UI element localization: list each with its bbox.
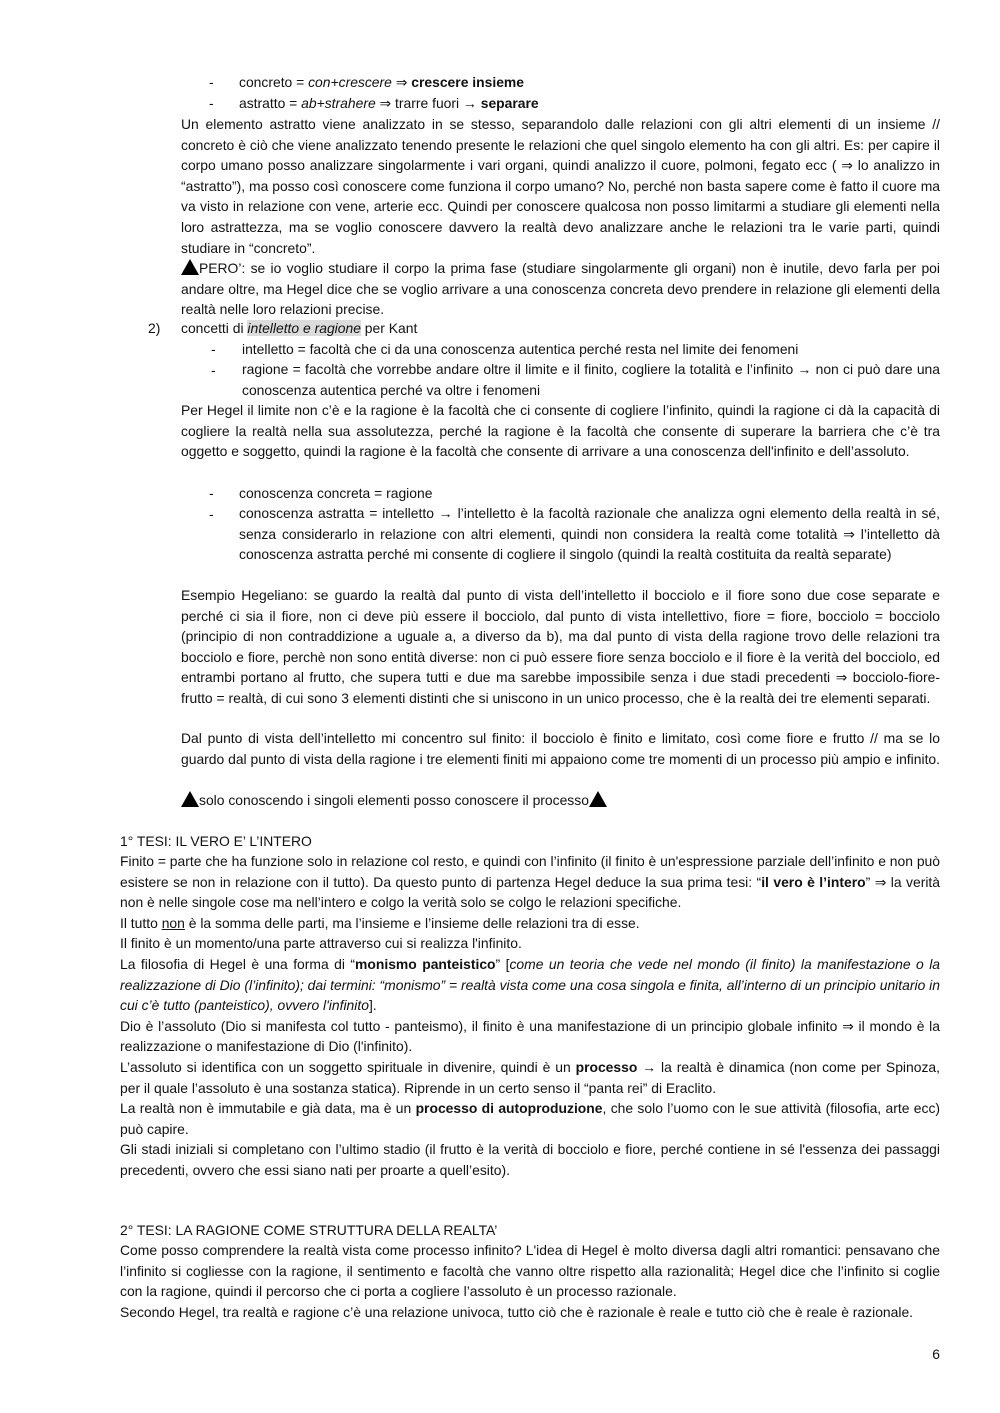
text: per Kant	[360, 320, 418, 336]
text-bold: processo di autoproduzione	[415, 1100, 603, 1117]
list-dash: -	[209, 74, 214, 90]
text: Il tutto	[120, 914, 162, 931]
list-dash: -	[209, 485, 214, 501]
list-dash: -	[209, 95, 214, 111]
highlighted-text: intelletto e ragione	[247, 320, 361, 336]
warning-triangle-icon	[589, 791, 607, 807]
warning-triangle-icon	[181, 791, 199, 807]
paragraph-esempio: Esempio Hegeliano: se guardo la realtà dal punto di vista dell’intelletto il bocciolo e il fiore sono due cose separate e perché ci sia il fiore, non ci deve più essere il bocciolo, dal punto di vista intellettivo, fiore = fiore, bocciolo = bocciolo (principio di non contraddizione a uguale a, a diverso da b), ma dal punto di vista della ragione trovo delle relazioni tra bocciolo e fiore, perchè non sono entità diverse: non ci può essere fiore senza bocciolo e il fiore è la verità del bocciolo, ed entrambi portano al frutto, che supera tutti e due ma sarebbe impossibile senza i due stadi precedenti ⇒ bocciolo-fiore-frutto = realtà, di cui sono 3 elementi distinti che si uniscono in un unico processo, che è la realtà dei tre elementi separati.	[181, 587, 940, 706]
text: solo conoscendo i singoli elementi posso conoscere il processo	[199, 792, 589, 808]
list-item-concetti	[181, 318, 417, 339]
text: concreto =	[239, 74, 309, 90]
text: , che solo l’uomo con le sue attività (filosofia, arte ecc) può capire.	[120, 1100, 941, 1137]
paragraph-finito: Dal punto di vista dell’intelletto mi concentro sul finito: il bocciolo è finito e limitato, così come fiore e frutto // ma se lo guardo dal punto di vista della ragione i tre elementi finiti mi appaiono come tre momenti di un processo più ampio e infinito.	[181, 730, 941, 767]
tesi1-paragraph-assoluto	[120, 1057, 940, 1098]
text: ⇒ trarre fuori →	[375, 95, 481, 111]
list-item-intelletto: intelletto = facoltà che ci da una conoscenza autentica perché resta nel limite dei fenomeni	[242, 341, 799, 357]
list-number: 2)	[148, 320, 161, 336]
tesi1-paragraph-momento: Il finito è un momento/una parte attraverso cui si realizza l'infinito.	[120, 935, 522, 952]
text-bold: il vero è l’intero	[761, 873, 866, 890]
tesi2-body	[120, 1240, 940, 1322]
list-dash: -	[209, 506, 214, 522]
text: Finito = parte che ha funzione solo in relazione col resto, e quindi con l’infinito (il finito è un'espressione parziale dell’infinito e non può esistere se non in relazione con il tutto). Da questo punto di partenza Hegel deduce la sua prima tesi: “	[120, 853, 940, 890]
list-item-concreto	[239, 72, 524, 93]
list-dash: -	[211, 362, 216, 378]
text-bold: monismo panteistico	[355, 955, 496, 972]
text: ].	[368, 997, 377, 1014]
tesi1-paragraph-realta	[120, 1098, 940, 1139]
paragraph-astratto: Un elemento astratto viene analizzato in se stesso, separandolo dalle relazioni con gli altri elementi di un insieme // concreto è ciò che viene analizzato tenendo presente le relazioni che quel singolo elemento ha con gli altri. Es: per capire il corpo umano posso analizzare singolarmente i vari organi, quindi analizzo il cuore, polmoni, fegato ecc ( ⇒ lo analizzo in “astratto”), ma posso così conoscere come funziona il corpo umano? No, perché non basta sapere come è fatto il cuore ma va visto in relazione con vene, arterie ecc. Quindi per conoscere qualcosa non posso limitarmi a studiare gli elementi nella loro astrattezza, ma se voglio conoscere davvero la realtà devo analizzare anche le relazioni tra le varie parti, quindi studiare in “concreto”.	[181, 116, 940, 256]
text-bold: processo	[575, 1058, 638, 1075]
list-dash: -	[211, 341, 216, 357]
paragraph-hegel-limite: Per Hegel il limite non c’è e la ragione è la facoltà che ci consente di cogliere l’infinito, quindi la ragione ci dà la capacità di cogliere la realtà nella sua assolutezza, perché la ragione è la facoltà che consente di superare la barriera che c’è tra oggetto e soggetto, quindi la ragione è la facoltà che consente di arrivare a una conoscenza dell'infinito e dell’assoluto.	[181, 402, 940, 460]
text: La realtà non è immutabile e già data, ma è un	[120, 1100, 416, 1117]
tesi1-paragraph-tutto	[120, 913, 940, 934]
list-item-astratto	[239, 93, 539, 114]
text-underlined: non	[161, 914, 185, 931]
text: L’assoluto si identifica con un soggetto spirituale in divenire, quindi è un	[120, 1058, 576, 1075]
tesi1-paragraph-dio: Dio è l’assoluto (Dio si manifesta col tutto - panteismo), il finito è una manifestazione di un principio globale infinito ⇒ il mondo è la realizzazione o manifestazione di Dio (l'infinito).	[120, 1017, 940, 1055]
text: → la realtà è dinamica (non come per Spinoza, per il quale l’assoluto è una sostanza statica). Riprende in un certo senso il “panta rei” di Eraclito.	[120, 1058, 940, 1096]
text: è la somma delle parti, ma l’insieme e l’insieme delle relazioni tra di esse.	[184, 914, 640, 931]
tesi2-paragraph-relazione: Secondo Hegel, tra realtà e ragione c’è una relazione univoca, tutto ciò che è razionale è reale e tutto ciò che è reale è razionale.	[120, 1303, 914, 1320]
text-bold: separare	[480, 95, 539, 111]
list-item-ragione: ragione = facoltà che vorrebbe andare oltre il limite e il finito, cogliere la totalità e l’infinito → non ci può dare una conoscenza autentica perché va oltre i fenomeni	[242, 361, 940, 398]
warning-triangle-icon	[181, 259, 199, 275]
text: concetti di	[181, 320, 248, 336]
paragraph-solo	[181, 790, 940, 811]
text-italic: come un teoria che vede nel mondo (il finito) la manifestazione o la realizzazione di Dio (l’infinito); dai termini: “monismo” = realtà vista come una cosa singola e finita, all’interno di un principio unitario in cui c’è tutto (panteistico), ovvero l'infinito	[120, 955, 941, 1014]
text: La filosofia di Hegel è una forma di “	[120, 955, 356, 972]
text: ” ⇒ la verità non è nelle singole cose ma nell’intero e colgo la verità solo se colgo le relazioni specifiche.	[120, 873, 941, 911]
heading-tesi-2: 2° TESI: LA RAGIONE COME STRUTTURA DELLA REALTA’	[120, 1222, 498, 1238]
tesi1-body	[120, 851, 940, 1181]
list-item-conoscenza-astratta: conoscenza astratta = intelletto → l’intelletto è la facoltà razionale che analizza ogni elemento della realtà in sé, senza considerarlo in relazione con altri elementi, quindi non considera la realtà come totalità ⇒ l’intelletto dà conoscenza astratta perché mi consente di cogliere il singolo (quindi la realtà costituita da realtà separate)	[239, 505, 940, 563]
text: ⇒	[391, 74, 412, 90]
text-bold: crescere insieme	[411, 74, 525, 90]
tesi1-paragraph-stadi: Gli stadi iniziali si completano con l’ultimo stadio (il frutto è la verità di bocciolo e fiore, perché contiene in sé l'essenza dei passaggi precedenti, ovvero che essi siano nati per proarte a quell’esito).	[120, 1141, 940, 1178]
text-italic: con+crescere	[308, 74, 392, 90]
tesi2-paragraph-processo: Come posso comprendere la realtà vista come processo infinito? L'idea di Hegel è molto diversa dagli altri romantici: pensavano che l’infinito si cogliesse con la ragione, il sentimento e facoltà che vanno oltre rispetto alla razionalità; Hegel dice che l’infinito si coglie con la ragione, quindi il percorso che ci porta a cogliere l’assoluto è un processo razionale.	[120, 1242, 940, 1300]
tesi1-paragraph-monismo	[120, 954, 940, 1016]
tesi1-paragraph-finito	[120, 851, 940, 913]
paragraph-pero	[181, 258, 940, 320]
heading-tesi-1: 1° TESI: IL VERO E’ L’INTERO	[120, 833, 312, 849]
text: ” [	[495, 955, 510, 972]
text: PERO’: se io voglio studiare il corpo la prima fase (studiare singolarmente gli organi) non è inutile, devo farla per poi andare oltre, ma Hegel dice che se voglio arrivare a una conoscenza concreta devo prendere in relazione gli elementi della realtà nelle loro relazioni precise.	[181, 260, 940, 318]
text-italic: ab+strahere	[301, 95, 376, 111]
page-number: 6	[932, 1346, 940, 1362]
text: astratto =	[239, 95, 302, 111]
list-item-conoscenza-concreta: conoscenza concreta = ragione	[239, 485, 433, 501]
